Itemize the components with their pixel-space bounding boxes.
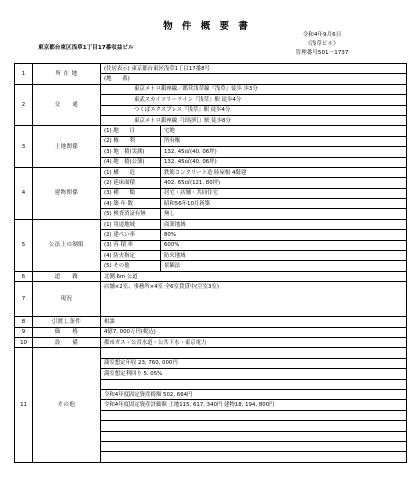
access-line: つくばエクスプレス『浅草』駅 徒歩4分 <box>101 105 407 115</box>
land-field-label: (4) 地 積(公簿) <box>101 157 161 167</box>
restriction-label: (1) 用途地域 <box>101 219 161 229</box>
restriction-value: 80% <box>161 230 407 240</box>
other-line <box>101 379 407 389</box>
row-number: 6 <box>15 271 33 281</box>
row-number: 4 <box>15 167 33 219</box>
row-road <box>15 271 407 281</box>
other-line <box>101 410 407 420</box>
restriction-value: 防火地域 <box>161 251 407 261</box>
row-item-label: 建物関係 <box>33 167 101 219</box>
row-price <box>15 327 407 337</box>
row-number: 10 <box>15 337 33 347</box>
building-field-label: (1) 構 造 <box>101 167 161 177</box>
restriction-value: 600% <box>161 240 407 250</box>
road-value: 北側 6m 公道 <box>101 271 407 281</box>
facilities-value: 都市ガス・公営水道・公共下水・東京電力 <box>101 337 407 347</box>
property-summary-table <box>14 63 407 463</box>
row-number: 11 <box>15 348 33 462</box>
access-line: 東武スカイツリーライン『浅草』駅 徒歩4分 <box>101 95 407 105</box>
row-other <box>15 348 407 358</box>
property-name: 《浅草ビル》 <box>305 41 339 47</box>
row-number: 2 <box>15 84 33 126</box>
other-line: 令和4年度固定資産税額 502, 664円 <box>101 389 407 399</box>
building-field-value: 鉄筋コンクリート造 陸屋根 4階建 <box>161 167 407 177</box>
building-heading: 東京都台東区浅草1丁目17番収益ビル <box>38 45 134 51</box>
document-date: 令和4年9月6日 <box>302 32 342 38</box>
access-line: 東京メトロ銀座線『田原町』駅 徒歩8分 <box>101 115 407 125</box>
row-item-label: 交 通 <box>33 84 101 126</box>
other-line: 満室想定年収 23, 760, 000円 <box>101 358 407 368</box>
location-address: (住居表示) 東京都台東区浅草1丁目17番8号 <box>101 64 407 74</box>
restriction-label: (3) 容 積 率 <box>101 240 161 250</box>
other-line <box>101 431 407 441</box>
land-field-label: (1) 地 目 <box>101 126 161 136</box>
land-field-value: 132. 45㎡(40. 06坪) <box>161 157 407 167</box>
row-item-label: 土地関係 <box>33 126 101 168</box>
restriction-label: (5) その他 <box>101 261 161 271</box>
other-line <box>101 421 407 431</box>
other-line <box>101 452 407 462</box>
restriction-label: (2) 建ぺい率 <box>101 230 161 240</box>
row-item-label: 公法上の制限 <box>33 219 101 271</box>
row-current-status <box>15 282 407 317</box>
row-building <box>15 167 407 177</box>
document-title: 物 件 概 要 書 <box>163 21 251 32</box>
building-field-value: 居宅・店舗・共同住宅 <box>161 188 407 198</box>
building-field-label: (4) 築 年 数 <box>101 199 161 209</box>
row-legal-restrictions <box>15 219 407 229</box>
building-field-value: 402. 65㎡(121. 80坪) <box>161 178 407 188</box>
row-number: 7 <box>15 282 33 317</box>
current-status-value: 店舗×2室、事務所×4室 全6室賃貸中(空室3室) <box>101 282 407 317</box>
land-field-value: 132. 45㎡(40. 06坪) <box>161 147 407 157</box>
row-item-label: 所 在 地 <box>33 64 101 85</box>
land-field-label: (3) 地 積(実測) <box>101 147 161 157</box>
row-number: 1 <box>15 64 33 85</box>
row-item-label: 現況 <box>33 282 101 317</box>
other-line: 令和4年度固定資産評価額 土地115, 617, 340円 建物18, 194, 800円 <box>101 400 407 410</box>
land-field-value: 所有権 <box>161 136 407 146</box>
access-line: 東京メトロ銀座線／都営浅草線『浅草』徒歩 歩3分 <box>101 84 407 94</box>
row-item-label: その他 <box>33 348 101 462</box>
row-number: 8 <box>15 317 33 327</box>
row-facilities <box>15 337 407 347</box>
row-land <box>15 126 407 136</box>
restriction-value: 景観法 <box>161 261 407 271</box>
land-field-label: (2) 権 利 <box>101 136 161 146</box>
building-field-label: (3) 種 類 <box>101 188 161 198</box>
building-field-value: 無し <box>161 209 407 219</box>
row-location-address <box>15 64 407 74</box>
building-field-value: 昭和56年10月新築 <box>161 199 407 209</box>
price-value: 4億7, 000万円(税込) <box>101 327 407 337</box>
row-item-label: 価 格 <box>33 327 101 337</box>
row-access <box>15 84 407 94</box>
other-line: 満室想定利回り 5. 05% <box>101 369 407 379</box>
row-item-label: 引渡し条件 <box>33 317 101 327</box>
row-delivery-terms <box>15 317 407 327</box>
land-field-value: 宅地 <box>161 126 407 136</box>
other-line <box>101 441 407 451</box>
control-number: 管理番号501－1737 <box>295 50 349 56</box>
building-field-label: (5) 検査済証有無 <box>101 209 161 219</box>
row-number: 9 <box>15 327 33 337</box>
location-lot-number: (地 番) <box>101 74 407 84</box>
building-field-label: (2) 延床面積 <box>101 178 161 188</box>
row-number: 5 <box>15 219 33 271</box>
other-line <box>101 348 407 358</box>
restriction-value: 商業地域 <box>161 219 407 229</box>
restriction-label: (4) 防火指定 <box>101 251 161 261</box>
row-number: 3 <box>15 126 33 168</box>
row-item-label: 道 路 <box>33 271 101 281</box>
delivery-terms-value: 相談 <box>101 317 407 327</box>
row-item-label: 設 備 <box>33 337 101 347</box>
